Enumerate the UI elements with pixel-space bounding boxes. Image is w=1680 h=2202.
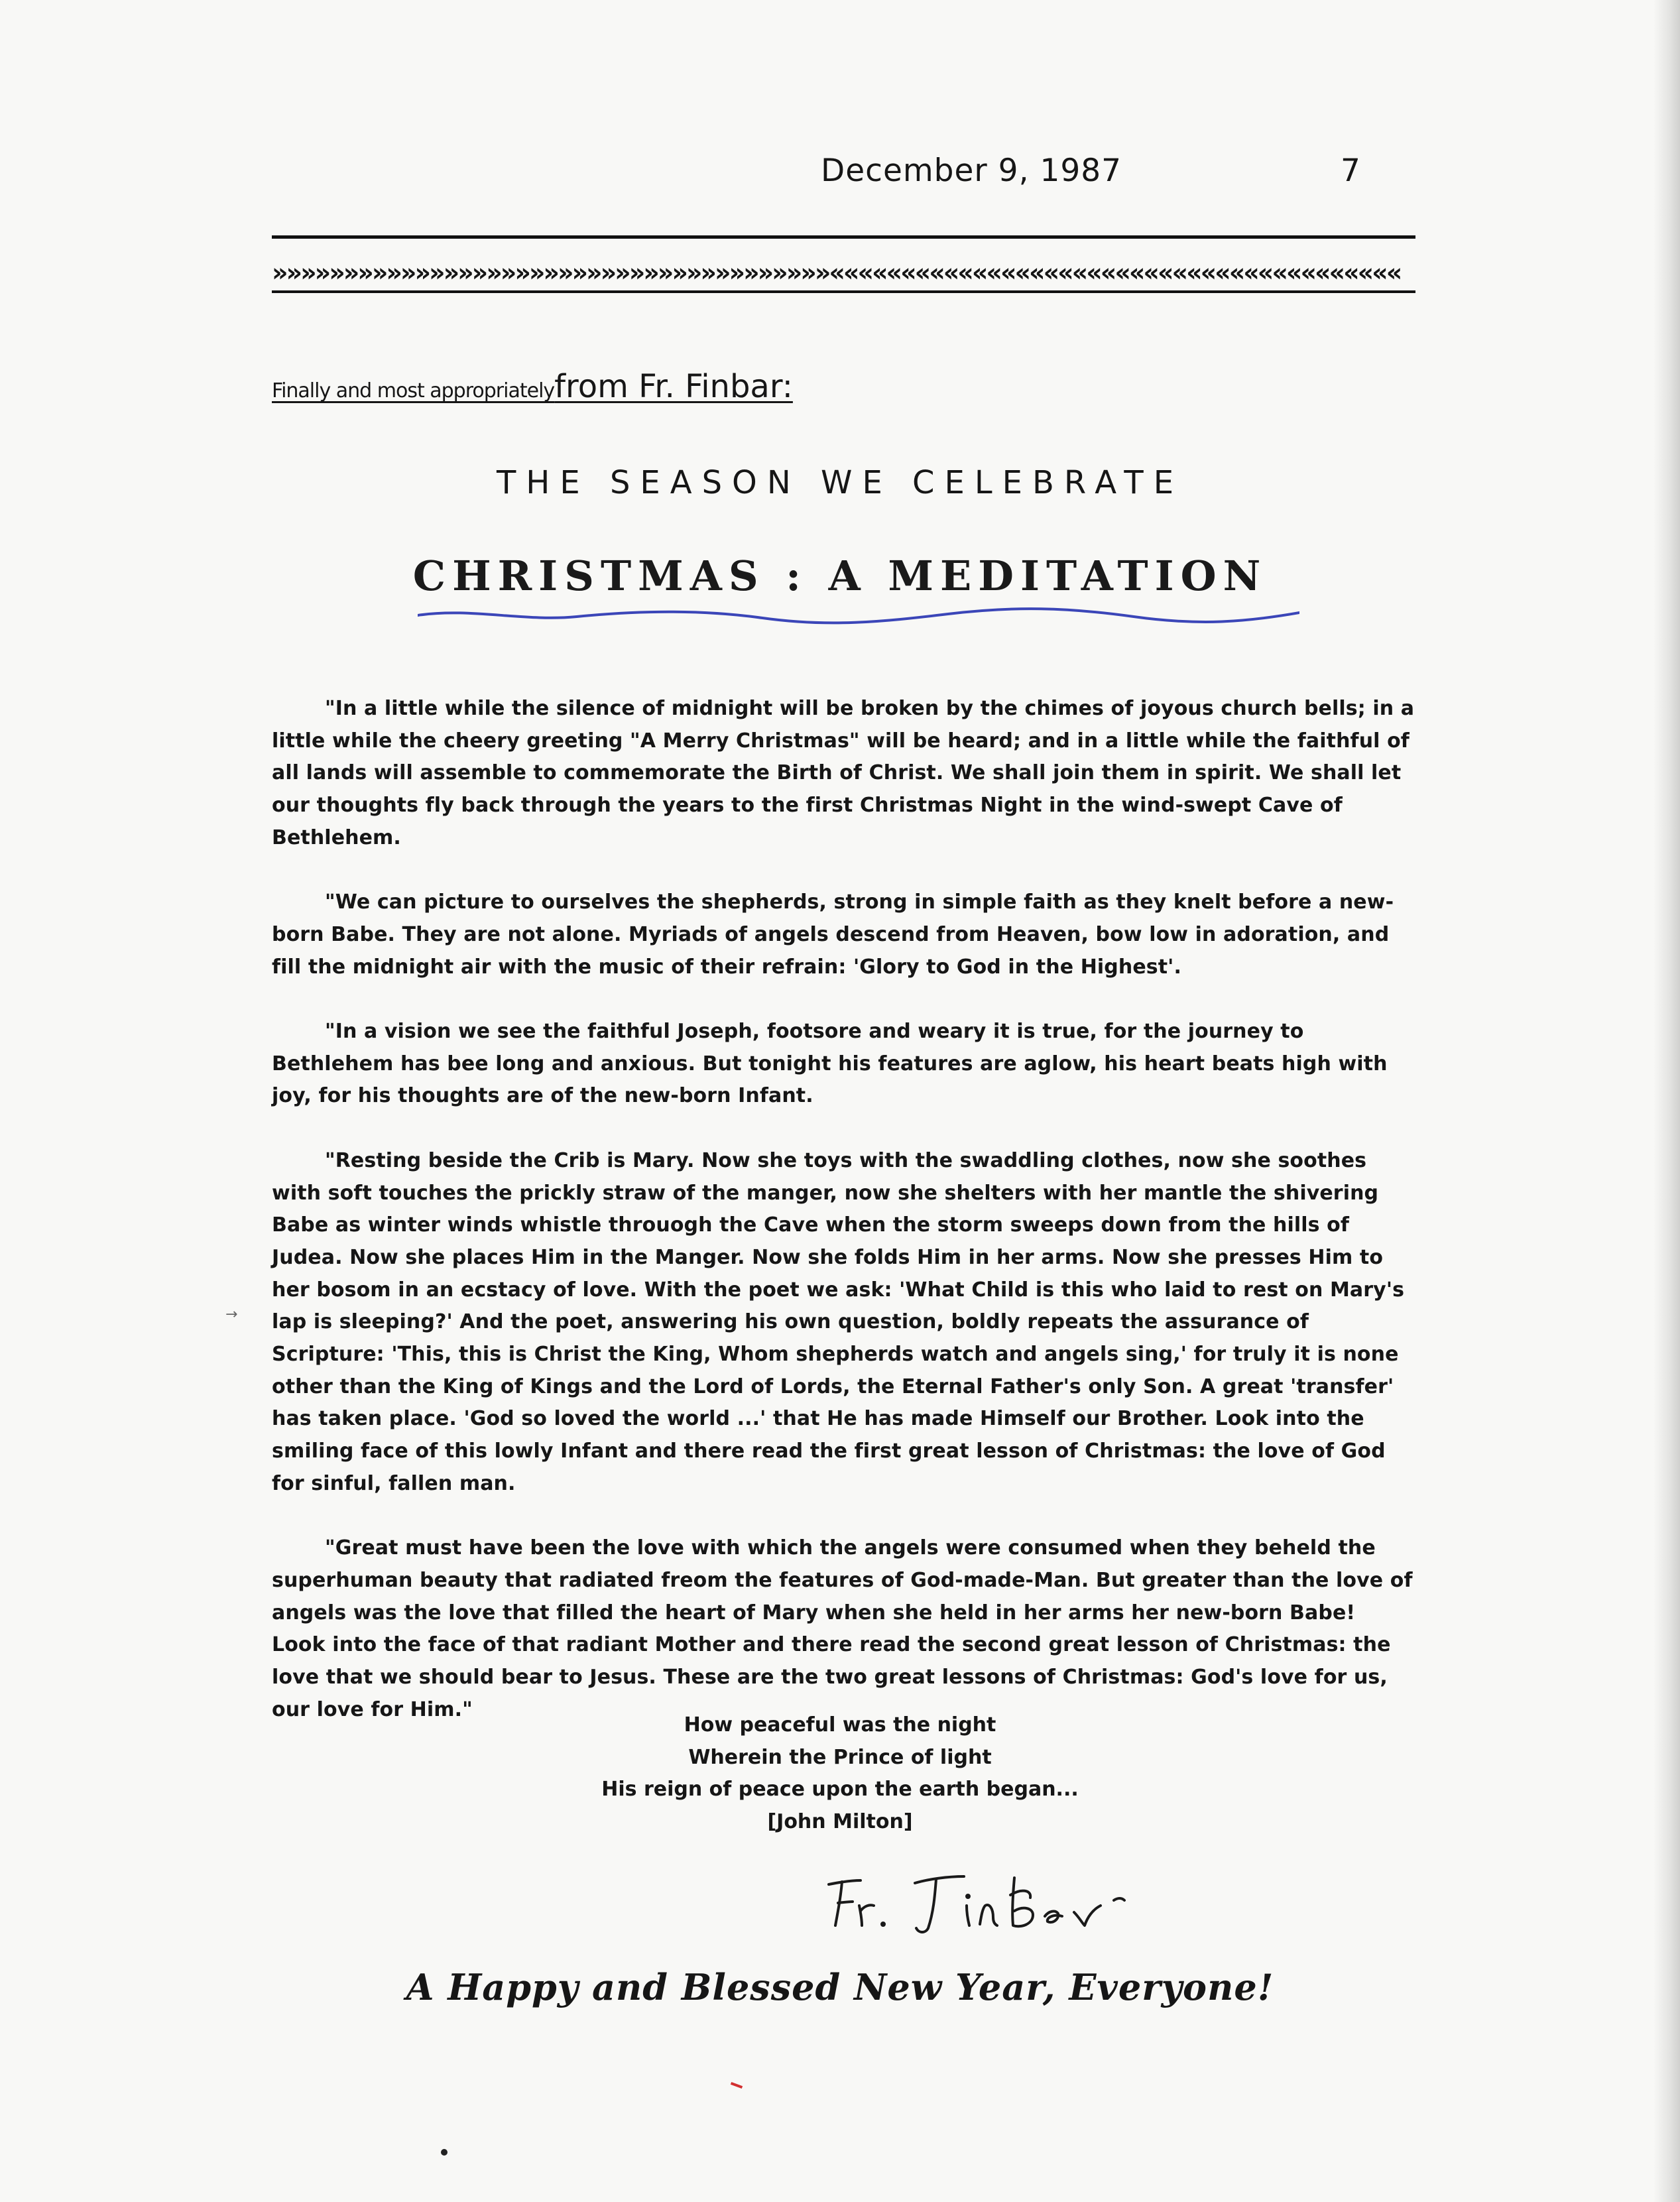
paragraph: "In a vision we see the faithful Joseph, footsore and weary it is true, for the journey to Bethlehem has bee long and anxious. But tonight his features are aglow, his heart beats high with joy, for his thoughts are of the new-born Infant. [272,1020,1388,1108]
intro-line [272,368,793,405]
intro-from: from Fr. Finbar: [554,368,793,405]
paragraph: "In a little while the silence of midnight will be broken by the chimes of joyous church bells; in a little while the cheery greeting "A Merry Christmas" will be heard; and in a little while the faithful of all lands will assemble to commemorate the Birth of Christ. We shall join them in spirit. We shall let our thoughts fly back through the years to the first Christmas Night in the wind-swept Cave of Bethlehem. [272,697,1415,849]
poem-line: Wherein the Prince of light [688,1745,992,1769]
header-rule-top [272,235,1415,239]
poem-line: How peaceful was the night [684,1713,996,1737]
intro-prefix: Finally and most appropriately [272,379,555,402]
poem-line: His reign of peace upon the earth began... [601,1778,1079,1801]
stray-dot [441,2149,448,2156]
paragraph: "Great must have been the love with which the angels were consumed when they beheld the superhuman beauty that radiated freom the features of God-made-Man. But greater than the love of angels was the love that filled the heart of Mary when she held in her arms her new-born Babe! Look into the face of that radiant Mother and there read the second great lesson of Christmas: the love that we should bear to Jesus. These are the two great lessons of Christmas: God's love for us, our love for Him." [272,1536,1413,1721]
handwritten-signature [822,1865,1167,1937]
page-number: 7 [1341,153,1360,189]
header-rule-bottom [272,290,1415,293]
new-year-greeting: A Happy and Blessed New Year, Everyone! [406,1966,1274,2008]
page-edge-shadow [1653,0,1680,2202]
chevron-border: »»»»»»»»»»»»»»»»»»»»»»»»»»»»»»»»»»»»»»»«««««««««««««««««««««««««««««««««««««««« [272,258,1401,287]
newsletter-date: December 9, 1987 [821,153,1122,189]
title-squiggle-underline [418,602,1299,629]
paragraph: "We can picture to ourselves the shepherds, strong in simple faith as they knelt before a new-born Babe. They are not alone. Myriads of angels descend from Heaven, bow low in adoration, and fill the midnight air with the music of their refrain: 'Glory to God in the Highest'. [272,890,1394,979]
margin-mark: → [225,1306,238,1323]
stray-red-mark [731,2082,743,2089]
paragraph: "Resting beside the Crib is Mary. Now she toys with the swaddling clothes, now she soothes with soft touches the prickly straw of the manger, now she shelters with her mantle the shivering Babe as winter winds whistle throuogh the Cave when the storm sweeps down from the hills of Judea. Now she places Him in the Manger. Now she folds Him in her arms. Now she presses Him to her bosom in an ecstacy of love. With the poet we ask: 'What Child is this who laid to rest on Mary's lap is sleeping?' And the poet, answering his own question, boldly repeats the assurance of Scripture: 'This, this is Christ the King, Whom shepherds watch and angels sing,' for truly it is none other than the King of Kings and the Lord of Lords, the Eternal Father's only Son. A great 'transfer' has taken place. 'God so loved the world ...' that He has made Himself our Brother. Look into the smiling face of this lowly Infant and there read the first great lesson of Christmas: the love of God for sinful, fallen man. [272,1148,1405,1495]
milton-poem [0,1709,1680,1838]
meditation-body [272,693,1415,1758]
poem-attribution: [John Milton] [767,1809,913,1833]
season-heading: THE SEASON WE CELEBRATE [496,464,1184,501]
meditation-title: CHRISTMAS : A MEDITATION [412,552,1268,600]
